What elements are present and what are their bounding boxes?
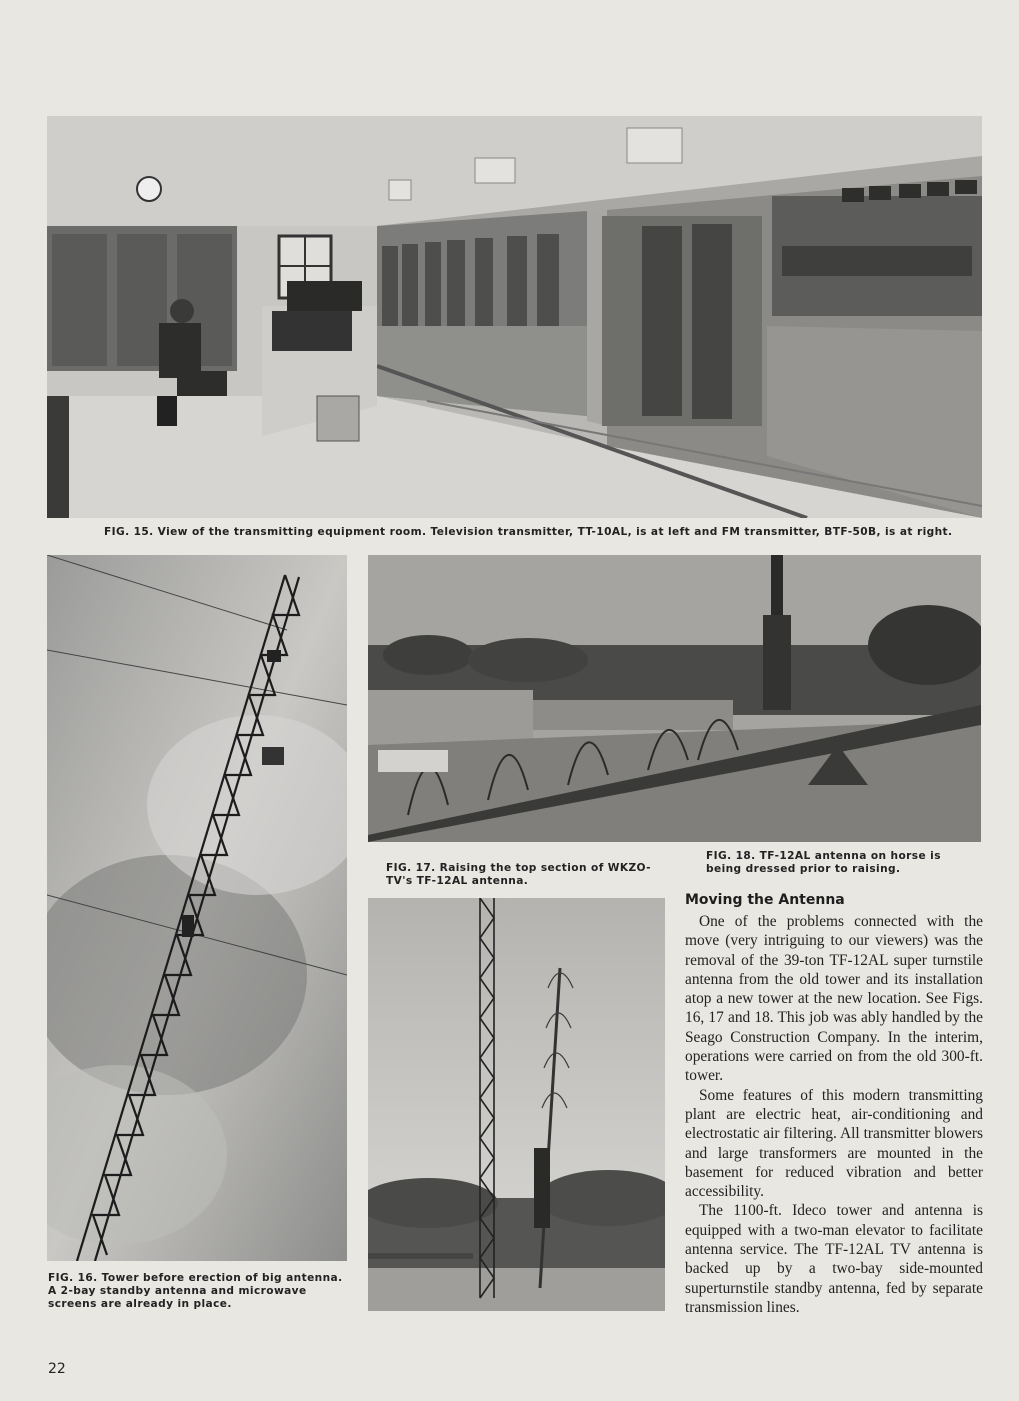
fig16-caption-text: Tower before erection of big antenna. A 2-bay standby antenna and microwave screens are already in place. <box>48 1272 343 1310</box>
fig16-photo <box>47 555 347 1261</box>
article-body <box>685 912 983 1317</box>
fig15-label: FIG. 15. <box>104 526 154 538</box>
fig17-caption <box>386 862 651 888</box>
fig15-photo <box>47 116 982 518</box>
fig16-label: FIG. 16. <box>48 1272 98 1284</box>
fig17-photo <box>368 898 665 1311</box>
fig18-label: FIG. 18. <box>706 850 756 862</box>
fig18-photo <box>368 555 981 842</box>
fig15-caption <box>104 526 974 539</box>
fig16-caption <box>48 1272 348 1311</box>
fig18-caption <box>706 850 974 876</box>
fig15-caption-text: View of the transmitting equipment room. Television transmitter, TT-10AL, is at left and FM transmitter, BTF-50B, is at right. <box>157 526 953 538</box>
article-heading: Moving the Antenna <box>685 892 845 908</box>
fig17-caption-text: Raising the top section of WKZO-TV's TF-12AL antenna. <box>386 862 651 887</box>
article-paragraph: Some features of this modern transmitting plant are electric heat, air-conditioning and electrostatic air filtering. All transmitter blowers and large transformers are mounted in the basement for reduced vibration and better accessibility. <box>685 1086 983 1201</box>
article-paragraph: One of the problems connected with the move (very intriguing to our viewers) was the removal of the 39-ton TF-12AL super turnstile antenna from the old tower and its installation atop a new tower at the new location. See Figs. 16, 17 and 18. This job was ably handled by the Seago Construction Company. In the interim, operations were carried on from the old 300-ft. tower. <box>685 913 983 1085</box>
page-number: 22 <box>48 1361 66 1377</box>
article-paragraph: The 1100-ft. Ideco tower and antenna is equipped with a two-man elevator to facilitate antenna service. The TF-12AL TV antenna is backed up by a two-bay side-mounted superturnstile standby antenna, fed by separate transmission lines. <box>685 1202 983 1316</box>
fig18-caption-text: TF-12AL antenna on horse is being dressed prior to raising. <box>706 850 941 875</box>
fig17-label: FIG. 17. <box>386 862 436 874</box>
